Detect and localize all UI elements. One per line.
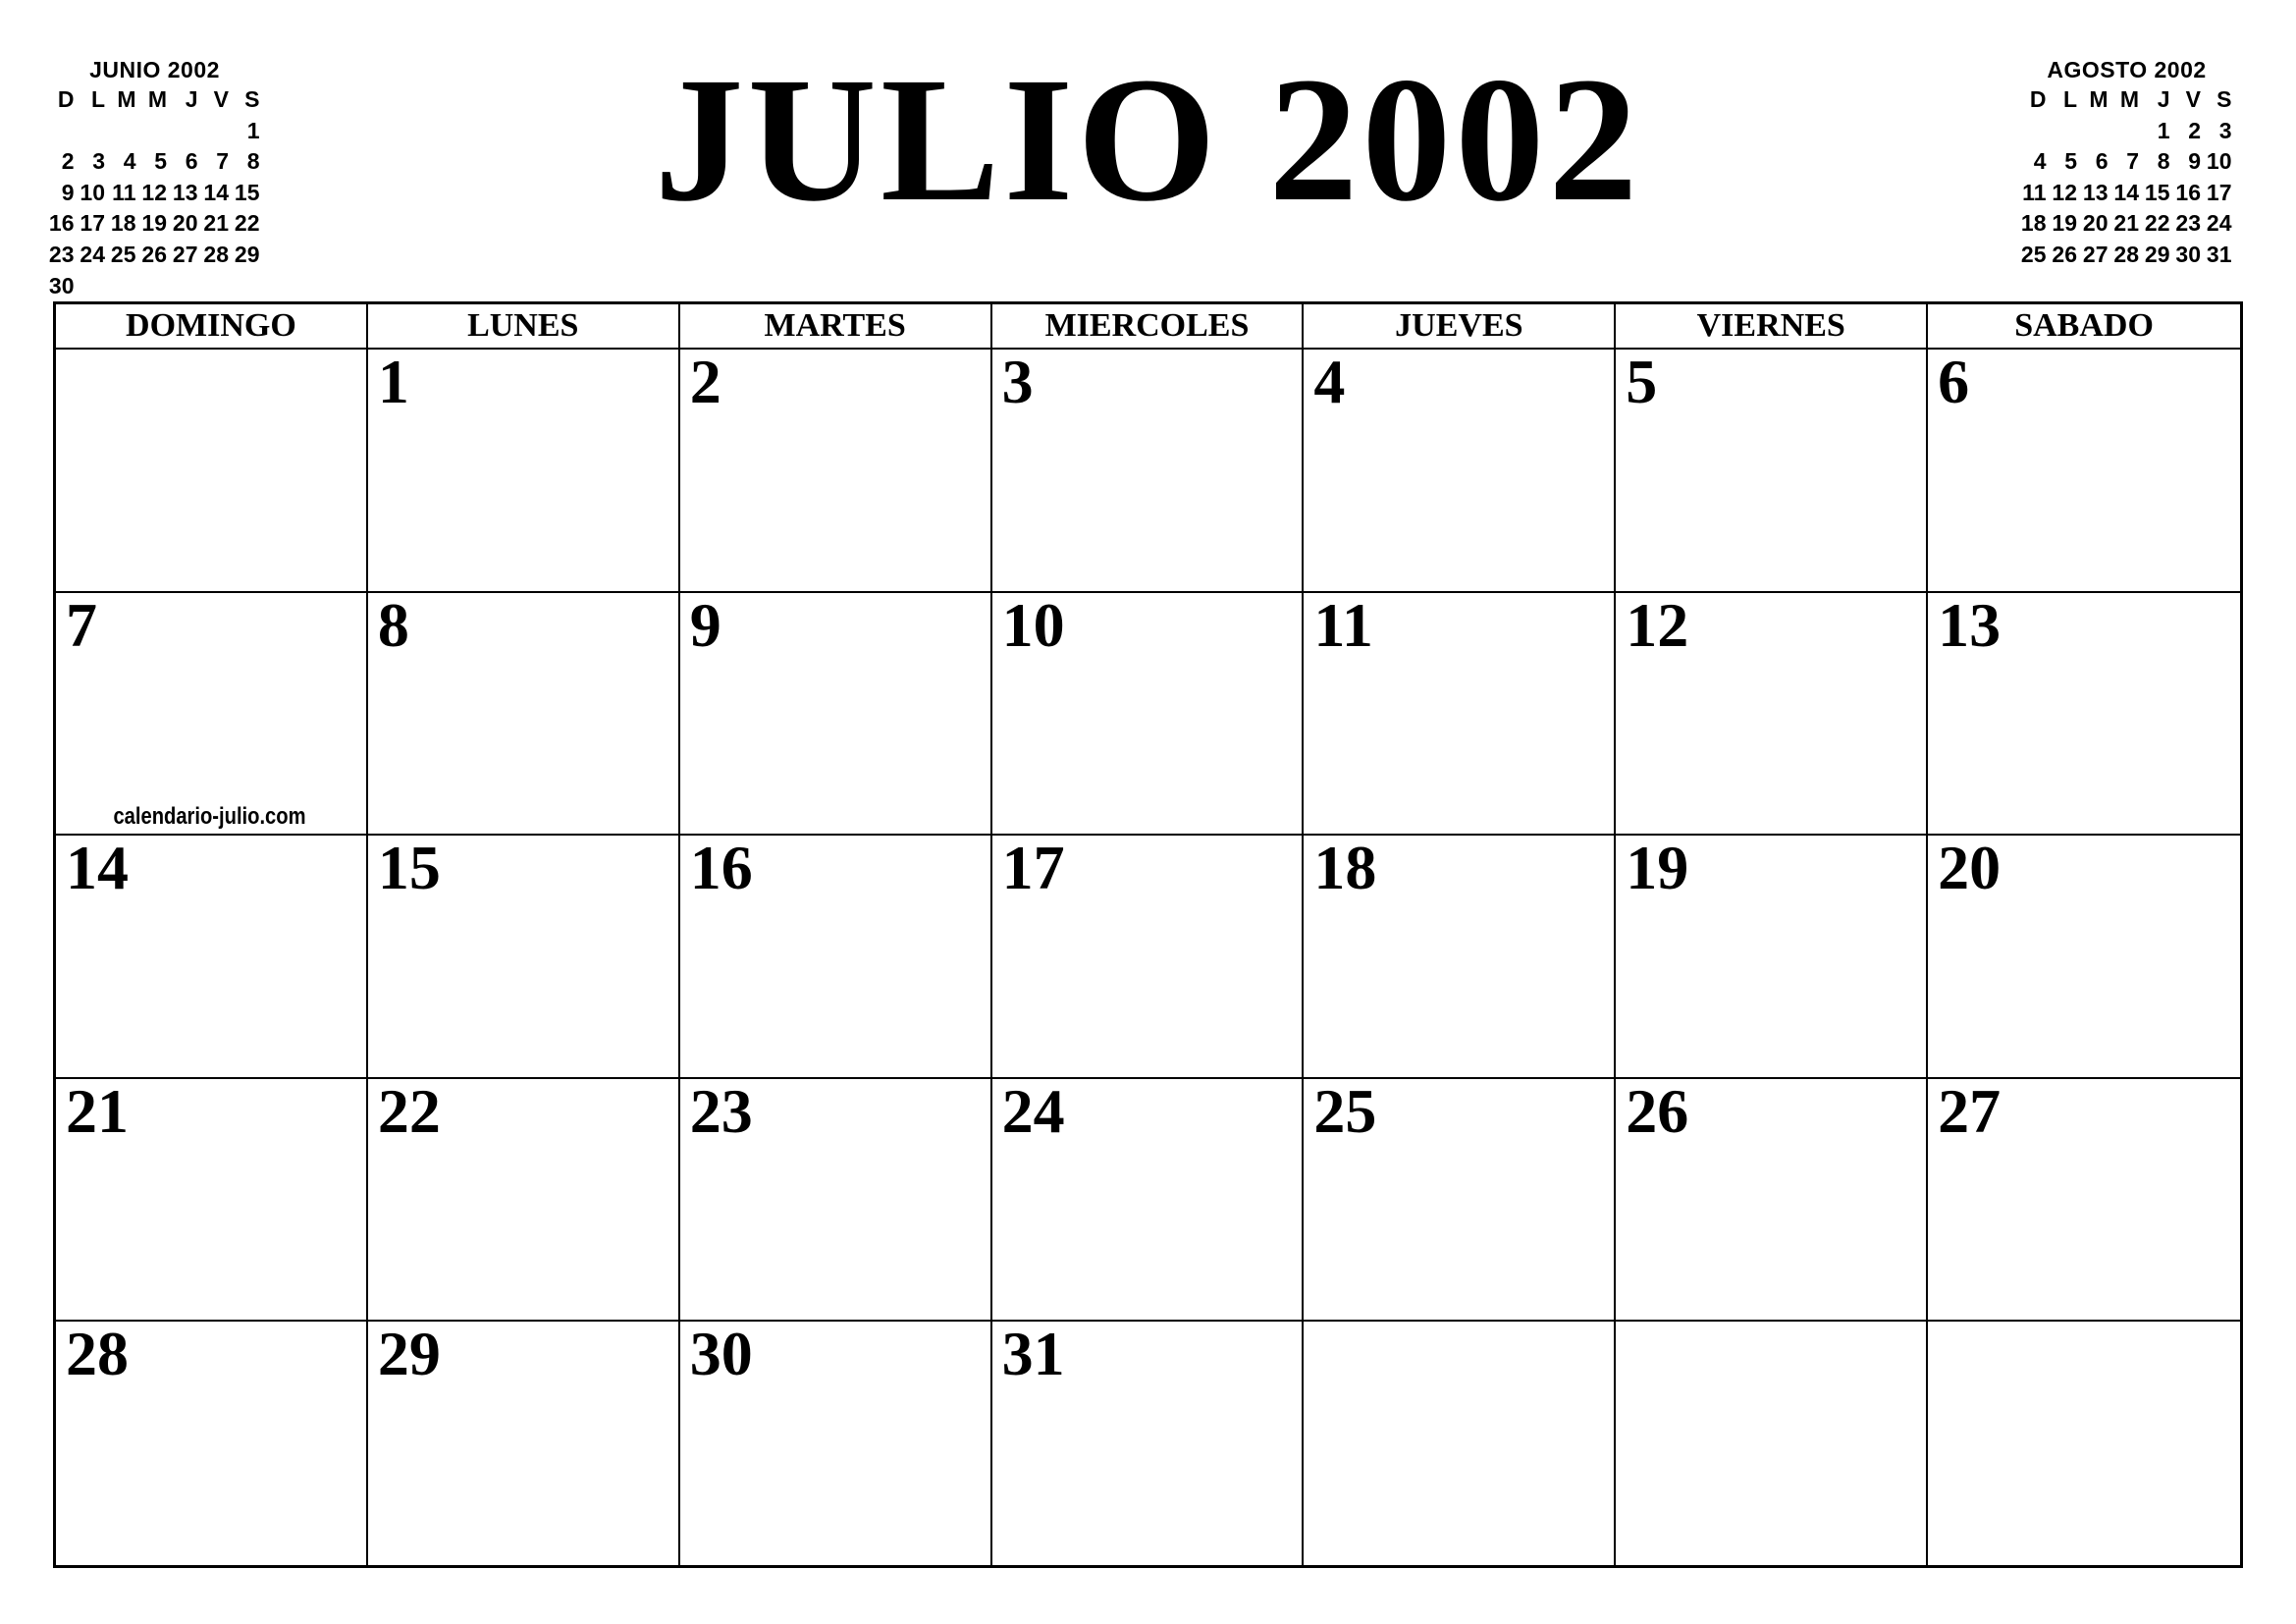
agosto-mini-day-31: 31	[2206, 241, 2232, 267]
day-number: 13	[1938, 589, 2002, 660]
junio-mini-day-6: 6	[185, 148, 198, 175]
junio-mini-day-23: 23	[48, 241, 75, 267]
junio-mini-day-1: 1	[246, 117, 260, 143]
agosto-mini-day-22: 22	[2144, 210, 2170, 237]
day-header-sabado: SABADO	[1928, 304, 2240, 350]
junio-mini-day-3: 3	[92, 148, 105, 175]
junio-mini-day-header: D	[57, 86, 75, 112]
day-number: 31	[1001, 1319, 1065, 1389]
day-header-jueves: JUEVES	[1304, 304, 1616, 350]
day-number: 9	[689, 589, 721, 660]
day-number: 23	[689, 1075, 753, 1146]
agosto-mini-day-header: D	[2029, 86, 2047, 112]
agosto-mini-day-20: 20	[2082, 210, 2109, 237]
day-cell-19	[1616, 833, 1928, 1079]
agosto-mini-day-17: 17	[2206, 179, 2232, 205]
agosto-mini-day-header: M	[2119, 86, 2139, 112]
calendar-grid	[53, 301, 2243, 1568]
day-cell-20	[1928, 833, 2240, 1079]
day-number: 4	[1313, 347, 1346, 416]
junio-mini-day-9: 9	[61, 179, 75, 205]
august-mini-calendar	[2018, 55, 2235, 271]
day-cell-5	[1616, 347, 1928, 593]
junio-mini-day-12: 12	[141, 179, 167, 205]
agosto-mini-day-header: M	[2089, 86, 2109, 112]
day-cell-6	[1928, 347, 2240, 593]
agosto-mini-day-header: L	[2062, 86, 2077, 112]
day-cell-25	[1304, 1075, 1616, 1323]
agosto-mini-day-3: 3	[2218, 117, 2232, 143]
agosto-mini-day-23: 23	[2175, 210, 2201, 237]
day-cell-4	[1304, 347, 1616, 593]
day-cell-29	[368, 1319, 680, 1565]
junio-mini-day-header: V	[213, 86, 229, 112]
agosto-mini-day-12: 12	[2052, 179, 2077, 205]
agosto-mini-day-13: 13	[2082, 179, 2109, 205]
day-cell-empty	[1928, 1322, 2240, 1565]
day-cell-14	[56, 833, 368, 1079]
day-cell-1	[368, 347, 680, 593]
day-number: 27	[1938, 1075, 2002, 1146]
agosto-mini-day-header: V	[2185, 86, 2201, 112]
agosto-mini-day-19: 19	[2052, 210, 2077, 237]
agosto-mini-day-14: 14	[2113, 179, 2139, 205]
day-number: 19	[1626, 833, 1689, 903]
junio-mini-day-header: J	[185, 86, 198, 112]
junio-mini-day-header: S	[244, 86, 260, 112]
day-number: 5	[1626, 347, 1658, 416]
page-title: JULIO 2002	[654, 41, 1642, 239]
day-cell-23	[680, 1075, 992, 1323]
agosto-mini-day-6: 6	[2095, 148, 2109, 175]
junio-mini-day-22: 22	[234, 210, 260, 237]
agosto-mini-day-21: 21	[2113, 210, 2139, 237]
day-cell-11	[1304, 589, 1616, 837]
day-number: 16	[689, 833, 753, 903]
day-number: 6	[1938, 347, 1970, 416]
day-cell-17	[992, 833, 1305, 1079]
agosto-mini-day-8: 8	[2157, 148, 2170, 175]
agosto-mini-day-header: J	[2157, 86, 2170, 112]
day-number: 7	[66, 589, 97, 660]
junio-mini-day-empty	[201, 271, 233, 302]
junio-mini-day-27: 27	[172, 241, 198, 267]
junio-mini-day-28: 28	[203, 241, 229, 267]
agosto-mini-day-26: 26	[2052, 241, 2077, 267]
day-number: 21	[66, 1075, 129, 1146]
day-cell-26	[1616, 1075, 1928, 1323]
agosto-mini-day-4: 4	[2033, 148, 2047, 175]
junio-mini-day-empty	[139, 271, 171, 302]
day-number: 14	[66, 833, 129, 903]
junio-mini-day-4: 4	[123, 148, 136, 175]
junio-mini-day-header: M	[147, 86, 167, 112]
day-header-domingo: DOMINGO	[56, 304, 368, 350]
junio-mini-day-13: 13	[172, 179, 198, 205]
agosto-mini-day-16: 16	[2175, 179, 2201, 205]
agosto-mini-day-28: 28	[2113, 241, 2139, 267]
day-number: 1	[377, 347, 409, 416]
agosto-mini-day-7: 7	[2126, 148, 2139, 175]
junio-mini-day-2: 2	[61, 148, 75, 175]
junio-mini-day-empty	[78, 271, 109, 302]
junio-mini-day-empty	[232, 271, 263, 302]
day-cell-2	[680, 347, 992, 593]
junio-mini-day-20: 20	[172, 210, 198, 237]
agosto-mini-day-header: S	[2216, 86, 2232, 112]
day-cell-24	[992, 1075, 1305, 1323]
agosto-mini-day-2: 2	[2188, 117, 2201, 143]
agosto-mini-day-10: 10	[2206, 148, 2232, 175]
junio-mini-day-25: 25	[110, 241, 136, 267]
junio-mini-day-24: 24	[80, 241, 105, 267]
june-mini-title: JUNIO 2002	[89, 57, 220, 82]
august-mini-grid	[2018, 84, 2235, 271]
day-cell-8	[368, 589, 680, 837]
day-number: 26	[1626, 1075, 1689, 1146]
day-number: 25	[1313, 1075, 1377, 1146]
day-number: 11	[1313, 589, 1373, 660]
day-cell-18	[1304, 833, 1616, 1079]
watermark-text: calendario-julio.com	[113, 803, 306, 830]
junio-mini-day-header: M	[117, 86, 136, 112]
day-header-viernes: VIERNES	[1616, 304, 1928, 350]
agosto-mini-day-empty	[2080, 116, 2111, 147]
agosto-mini-day-29: 29	[2144, 241, 2170, 267]
junio-mini-day-26: 26	[141, 241, 167, 267]
day-number: 24	[1001, 1075, 1065, 1146]
agosto-mini-day-empty	[2018, 116, 2050, 147]
day-number: 28	[66, 1319, 129, 1389]
day-cell-16	[680, 833, 992, 1079]
junio-mini-day-21: 21	[203, 210, 229, 237]
day-number: 18	[1313, 833, 1377, 903]
agosto-mini-day-9: 9	[2188, 148, 2201, 175]
day-number: 29	[377, 1319, 441, 1389]
day-cell-10	[992, 589, 1305, 837]
agosto-mini-day-18: 18	[2020, 210, 2047, 237]
junio-mini-day-17: 17	[80, 210, 105, 237]
agosto-mini-day-24: 24	[2206, 210, 2232, 237]
day-number: 30	[689, 1319, 753, 1389]
august-mini-title: AGOSTO 2002	[2047, 57, 2207, 82]
agosto-mini-day-empty	[2050, 116, 2081, 147]
agosto-mini-day-30: 30	[2175, 241, 2201, 267]
day-cell-3	[992, 347, 1305, 593]
agosto-mini-day-empty	[2111, 116, 2143, 147]
junio-mini-day-30: 30	[48, 272, 75, 298]
junio-mini-day-11: 11	[112, 179, 136, 205]
day-number: 3	[1001, 347, 1034, 416]
day-cell-28	[56, 1319, 368, 1565]
junio-mini-day-10: 10	[80, 179, 105, 205]
junio-mini-day-18: 18	[110, 210, 136, 237]
day-cell-22	[368, 1075, 680, 1323]
day-cell-empty	[1304, 1322, 1616, 1565]
junio-mini-day-8: 8	[246, 148, 260, 175]
day-cell-empty	[56, 350, 368, 593]
day-cell-30	[680, 1319, 992, 1565]
day-cell-27	[1928, 1075, 2240, 1323]
day-number: 12	[1626, 589, 1689, 660]
agosto-mini-day-5: 5	[2064, 148, 2077, 175]
day-cell-empty	[1616, 1322, 1928, 1565]
junio-mini-day-16: 16	[48, 210, 75, 237]
junio-mini-day-19: 19	[141, 210, 167, 237]
day-number: 17	[1001, 833, 1065, 903]
day-number: 15	[377, 833, 441, 903]
day-number: 20	[1938, 833, 2002, 903]
agosto-mini-day-1: 1	[2157, 117, 2170, 143]
junio-mini-day-29: 29	[234, 241, 260, 267]
agosto-mini-day-27: 27	[2082, 241, 2109, 267]
day-header-martes: MARTES	[680, 304, 992, 350]
agosto-mini-day-25: 25	[2020, 241, 2047, 267]
day-cell-13	[1928, 589, 2240, 837]
junio-mini-day-7: 7	[216, 148, 229, 175]
day-cell-9	[680, 589, 992, 837]
day-number: 10	[1001, 589, 1065, 660]
day-header-lunes: LUNES	[368, 304, 680, 350]
junio-mini-day-5: 5	[154, 148, 167, 175]
day-cell-21	[56, 1075, 368, 1323]
day-cell-31	[992, 1319, 1305, 1565]
day-header-miercoles: MIERCOLES	[992, 304, 1305, 350]
agosto-mini-day-15: 15	[2144, 179, 2170, 205]
day-cell-15	[368, 833, 680, 1079]
day-number: 8	[377, 589, 409, 660]
junio-mini-day-empty	[108, 271, 139, 302]
agosto-mini-day-11: 11	[2022, 179, 2047, 205]
day-cell-7	[56, 589, 368, 837]
junio-mini-day-header: L	[90, 86, 105, 112]
junio-mini-day-empty	[170, 271, 201, 302]
day-number: 2	[689, 347, 721, 416]
day-number: 22	[377, 1075, 441, 1146]
junio-mini-day-15: 15	[234, 179, 260, 205]
junio-mini-day-14: 14	[203, 179, 229, 205]
day-cell-12	[1616, 589, 1928, 837]
